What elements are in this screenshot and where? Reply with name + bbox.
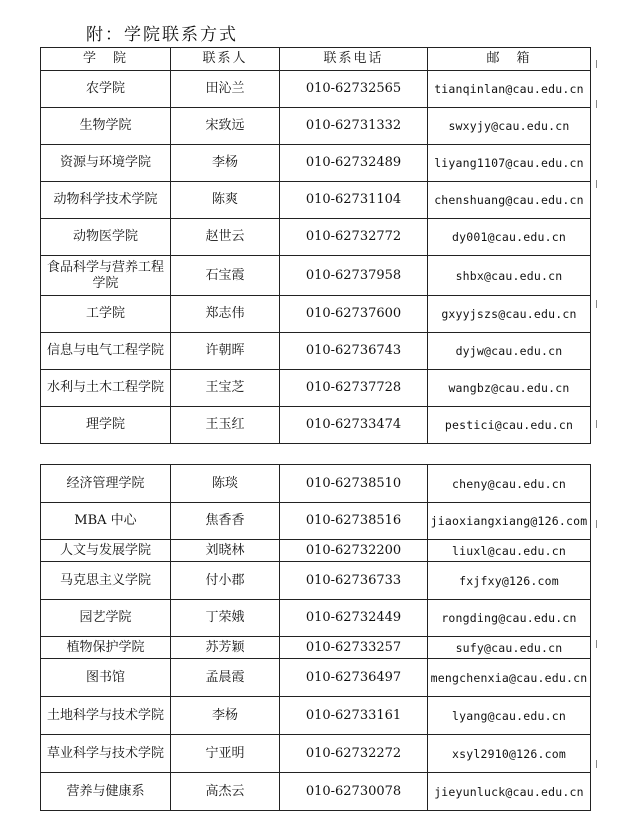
phone-cell: 010-62736497 [280,659,428,697]
table-row [41,219,591,256]
email-cell: lyang@cau.edu.cn [428,697,591,735]
margin-mark [596,520,597,528]
table-row [41,562,591,600]
header-phone: 联系电话 [280,48,428,71]
table-row [41,465,591,503]
contact-cell: 赵世云 [171,219,280,256]
contact-cell: 陈琰 [171,465,280,503]
email-cell: xsyl2910@126.com [428,735,591,773]
email-cell: tianqinlan@cau.edu.cn [428,71,591,108]
phone-cell: 010-62732200 [280,540,428,562]
table-row [41,296,591,333]
phone-cell: 010-62736733 [280,562,428,600]
college-cell: 食品科学与营养工程学院 [41,256,171,296]
email-cell: chenshuang@cau.edu.cn [428,182,591,219]
contact-cell: 许朝晖 [171,333,280,370]
table-row [41,256,591,296]
college-cell: 经济管理学院 [41,465,171,503]
table-row [41,333,591,370]
phone-cell: 010-62730078 [280,773,428,811]
email-cell: gxyyjszs@cau.edu.cn [428,296,591,333]
margin-mark [596,60,597,68]
email-cell: rongding@cau.edu.cn [428,600,591,637]
phone-cell: 010-62731332 [280,108,428,145]
margin-mark [596,420,597,428]
contact-table-part1 [40,47,591,444]
email-cell: jiaoxiangxiang@126.com [428,503,591,540]
contact-cell: 王玉红 [171,407,280,444]
margin-mark [596,640,597,648]
college-cell: 资源与环境学院 [41,145,171,182]
contact-cell: 苏芳颖 [171,637,280,659]
phone-cell: 010-62733161 [280,697,428,735]
email-cell: mengchenxia@cau.edu.cn [428,659,591,697]
margin-mark [596,100,597,108]
college-cell: 人文与发展学院 [41,540,171,562]
college-cell: 生物学院 [41,108,171,145]
table-row [41,600,591,637]
table-row [41,182,591,219]
table-row [41,659,591,697]
phone-cell: 010-62737958 [280,256,428,296]
table-row [41,503,591,540]
phone-cell: 010-62731104 [280,182,428,219]
phone-cell: 010-62737728 [280,370,428,407]
email-cell: jieyunluck@cau.edu.cn [428,773,591,811]
margin-mark [596,760,597,768]
contact-cell: 田沁兰 [171,71,280,108]
table-row [41,637,591,659]
table-row [41,108,591,145]
college-cell: 农学院 [41,71,171,108]
contact-cell: 郑志伟 [171,296,280,333]
email-cell: pestici@cau.edu.cn [428,407,591,444]
phone-cell: 010-62738516 [280,503,428,540]
email-cell: swxyjy@cau.edu.cn [428,108,591,145]
email-cell: liyang1107@cau.edu.cn [428,145,591,182]
margin-mark [596,180,597,188]
email-cell: fxjfxy@126.com [428,562,591,600]
email-cell: dyjw@cau.edu.cn [428,333,591,370]
college-cell: 植物保护学院 [41,637,171,659]
table-row [41,370,591,407]
contact-cell: 丁荣娥 [171,600,280,637]
contact-cell: 李杨 [171,697,280,735]
email-cell: shbx@cau.edu.cn [428,256,591,296]
margin-mark [596,300,597,308]
email-cell: sufy@cau.edu.cn [428,637,591,659]
table-row [41,773,591,811]
college-cell: 土地科学与技术学院 [41,697,171,735]
college-cell: 营养与健康系 [41,773,171,811]
college-cell: 动物科学技术学院 [41,182,171,219]
phone-cell: 010-62733257 [280,637,428,659]
contact-table-part2 [40,464,591,811]
contact-cell: 陈爽 [171,182,280,219]
contact-cell: 高杰云 [171,773,280,811]
table-row [41,540,591,562]
phone-cell: 010-62732449 [280,600,428,637]
table-header-row [41,48,591,71]
header-email: 邮 箱 [428,48,591,71]
contact-cell: 宋致远 [171,108,280,145]
contact-cell: 王宝芝 [171,370,280,407]
table-row [41,145,591,182]
college-cell: 园艺学院 [41,600,171,637]
college-cell: 水利与土木工程学院 [41,370,171,407]
college-cell: 信息与电气工程学院 [41,333,171,370]
contact-cell: 焦香香 [171,503,280,540]
contact-cell: 孟晨霞 [171,659,280,697]
college-cell: 草业科学与技术学院 [41,735,171,773]
email-cell: cheny@cau.edu.cn [428,465,591,503]
email-cell: dy001@cau.edu.cn [428,219,591,256]
contact-cell: 李杨 [171,145,280,182]
college-cell: 工学院 [41,296,171,333]
phone-cell: 010-62732489 [280,145,428,182]
phone-cell: 010-62732772 [280,219,428,256]
header-college: 学 院 [41,48,171,71]
contact-cell: 宁亚明 [171,735,280,773]
contact-cell: 付小郡 [171,562,280,600]
phone-cell: 010-62733474 [280,407,428,444]
email-cell: liuxl@cau.edu.cn [428,540,591,562]
table-row [41,71,591,108]
phone-cell: 010-62737600 [280,296,428,333]
email-cell: wangbz@cau.edu.cn [428,370,591,407]
college-cell: MBA 中心 [41,503,171,540]
phone-cell: 010-62738510 [280,465,428,503]
college-cell: 马克思主义学院 [41,562,171,600]
contact-cell: 石宝霞 [171,256,280,296]
phone-cell: 010-62736743 [280,333,428,370]
table-row [41,697,591,735]
phone-cell: 010-62732565 [280,71,428,108]
college-cell: 动物医学院 [41,219,171,256]
table-row [41,735,591,773]
header-contact: 联系人 [171,48,280,71]
college-cell: 理学院 [41,407,171,444]
college-cell: 图书馆 [41,659,171,697]
phone-cell: 010-62732272 [280,735,428,773]
page-title: 附：学院联系方式 [86,25,238,45]
contact-cell: 刘晓林 [171,540,280,562]
table-row [41,407,591,444]
